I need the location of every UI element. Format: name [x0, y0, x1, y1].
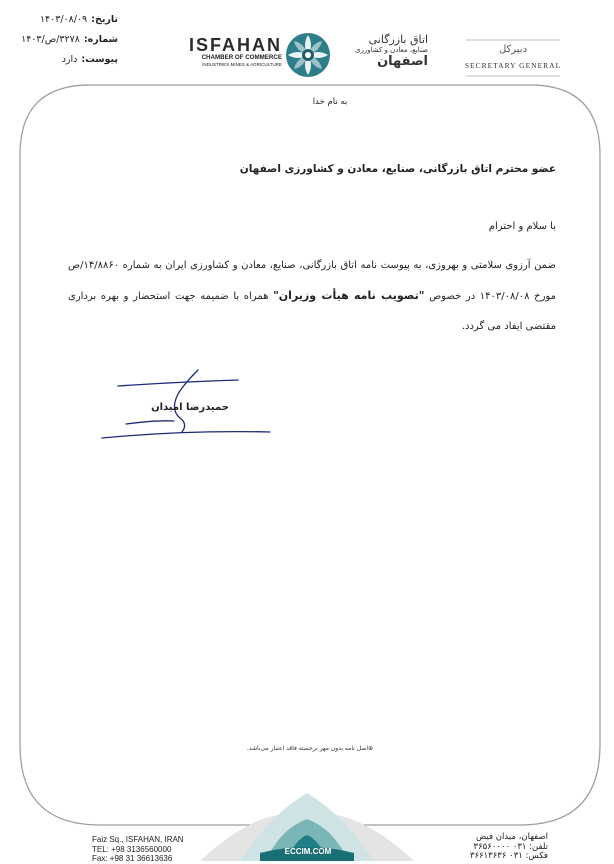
attachment-label: پیوست: — [81, 54, 118, 65]
attachment-value: دارد — [61, 54, 78, 65]
logo-en-sub1: CHAMBER OF COMMERCE — [201, 54, 282, 61]
signer-name: حمیدرضا امیدان — [151, 402, 229, 413]
logo-english — [170, 36, 282, 68]
footer-address-en: Faiz Sq., ISFAHAN, IRAN — [92, 835, 184, 844]
footer-tel-en: TEL: +98 3136560000 — [92, 844, 172, 854]
validity-note: ⊕اصل نامه بدون مهر برجسته فاقد اعتبار می‌باشد. — [246, 745, 374, 752]
invocation: به نام خدا — [312, 97, 348, 107]
logo-persian — [336, 34, 428, 69]
letter-meta — [6, 10, 118, 70]
date-row — [6, 10, 118, 30]
logo-en-sub2: INDUSTRIES,MINES & AGRICULTURE — [202, 62, 282, 67]
logo-fa-line2: صنایع، معادن و کشاورزی — [354, 46, 428, 54]
footer-fax-fa: فکس: ۰۳۱ ۳۶۶۱۳۶۳۶ — [469, 851, 548, 861]
date-value: ۱۴۰۳/۰۸/۰۹ — [39, 14, 88, 25]
attachment-row — [6, 50, 118, 70]
office-title-en: SECRETARY GENERAL — [464, 61, 562, 70]
body-bold-title: "تصویب نامه هیأت وزیران" — [273, 289, 425, 302]
office-title — [455, 44, 571, 70]
body-text-end: همراه با ضمیمه جهت استحضار و بهره برداری مقتضی ایفاد می گردد. — [68, 291, 556, 332]
letter-body — [68, 251, 556, 342]
chamber-emblem-icon — [284, 31, 332, 79]
footer-fax-en: Fax: +98 31 36613636 — [92, 854, 173, 863]
date-label: تاریخ: — [91, 14, 118, 25]
website-label: ECCIM.COM — [284, 847, 332, 856]
number-value: ۳۲۷۸/ص/۱۴۰۳ — [21, 34, 80, 45]
recipient: عضو محترم اتاق بازرگانی، صنایع، معادن و کشاورزی اصفهان — [239, 163, 556, 175]
footer-contact-en — [92, 835, 184, 864]
body-text-start: ضمن آرزوی سلامتی و بهروزی، به پیوست نامه اتاق بازرگانی، صنایع، معادن و کشاورزی ایران به شماره ۱۴/۸۸۶۰/ص مورخ ۱۴۰۳/۰۸/۰۸ در خصوص — [68, 260, 556, 302]
greeting: با سلام و احترام — [488, 221, 556, 232]
number-row — [6, 30, 118, 50]
logo-en-main: ISFAHAN — [188, 35, 282, 55]
logo-fa-line1: اتاق بازرگانی — [368, 33, 428, 46]
number-label: شماره: — [83, 34, 118, 45]
logo-fa-line3: اصفهان — [377, 54, 428, 69]
office-title-fa: دبیرکل — [498, 44, 528, 55]
footer-contact-fa — [428, 833, 548, 862]
footer-tel-fa: تلفن: ۰۳۱ ۳۶۵۶۰۰۰۰ — [473, 841, 548, 852]
footer-address-fa: اصفهان، میدان فیض — [475, 832, 548, 842]
